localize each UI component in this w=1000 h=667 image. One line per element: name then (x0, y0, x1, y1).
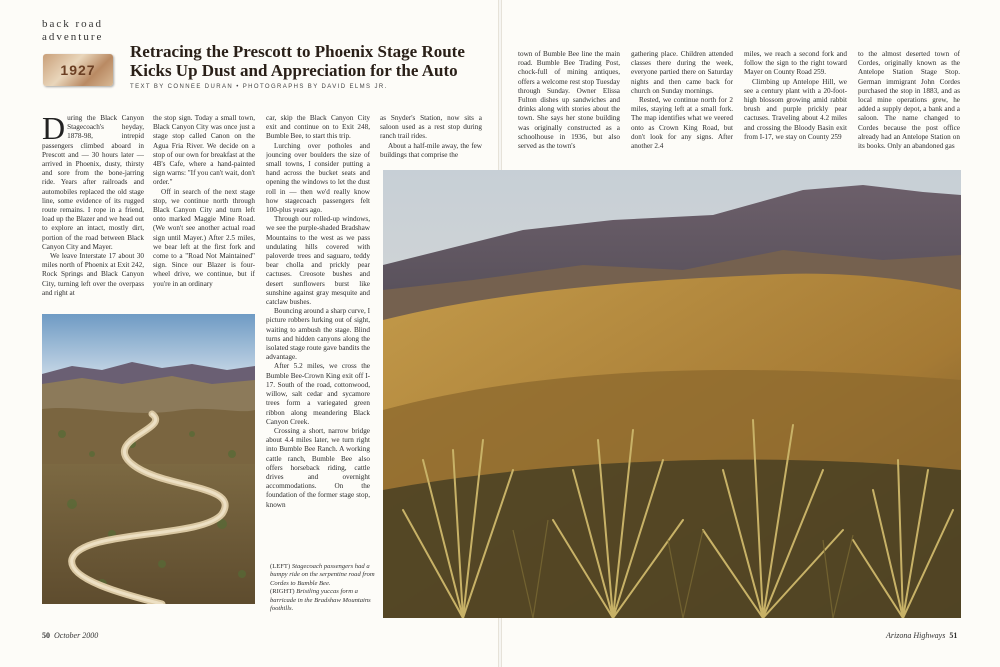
folio-right (886, 631, 957, 640)
caption-left (270, 563, 380, 588)
folio-left (42, 631, 98, 640)
text-column-3 (266, 114, 370, 560)
text-column-7 (744, 50, 847, 166)
paragraph: Off in search of the next stage stop, we continue north through Black Canyon City and turn left onto marked Maggie Mine Road. (We won't see another actual road sign until Mayer.) After 2.5 miles, we bear left at the first fork and come to a "Road Not Maintained" sign. Since our Blazer is four-wheel drive, we continue, but if you're in an ordinary (153, 187, 255, 288)
paragraph: After 5.2 miles, we cross the Bumble Bee-Crown King exit off I-17. South of the road, cottonwood, willow, salt cedar and sycamore trees form a variegated green ribbon along meandering Black Canyon Creek. (266, 362, 370, 426)
title-line-1: Retracing the Prescott to Phoenix Stage Route (130, 42, 465, 61)
paragraph: Lurching over potholes and jouncing over boulders the size of small towns, I consider putting a hand across the bucket seats and opening the windows to let the dust roll in — then we'd really know how stagecoach passengers felt 100-plus years ago. (266, 141, 370, 215)
photo-yuccas-mountains (383, 170, 961, 618)
paragraph: Bouncing around a sharp curve, I picture robbers lurking out of sight, waiting to ambush the stage. Blind turns and hidden canyons along the isolated stage route gave bandits the advantage. (266, 307, 370, 362)
paragraph: Climbing up Antelope Hill, we see a century plant with a 20-foot-high blossom growing amid rabbit brush and purple prickly pear cactuses. Traveling about 4.2 miles and crossing the Bloody Basin exit from I-17, we stay on County 259 (744, 77, 847, 141)
section-kicker (42, 18, 103, 44)
caption-left-tag: (LEFT) (270, 563, 291, 570)
paragraph: Through our rolled-up windows, we see the purple-shaded Bradshaw Mountains to the west as we pass undulating hills covered with paloverde trees and saguaro, teddy bear cholla and prickly pear cactuses. Creosote bushes and desert sunflowers burst like sunshine against gray mesquite and catclaw bushes. (266, 215, 370, 307)
paragraph: miles, we reach a second fork and follow the sign to the right toward Mayer on County Road 259. (744, 50, 847, 77)
license-plate-text: 1927 (60, 62, 96, 78)
caption-right-tag: (RIGHT) (270, 588, 295, 596)
paragraph: the stop sign. Today a small town, Black Canyon City was once just a stage stop called Canon on the Agua Fria River. We decide on a stop of our own for breakfast at the 4B's Cafe, where a hand-painted sign warns: "If you can't wait, don't order." (153, 114, 255, 187)
page-number-right: 51 (949, 631, 958, 640)
caption-left-text: Stagecoach passengers had a bumpy ride on the serpentine road from Cordes to Bumble Bee. (270, 563, 375, 587)
paragraph-text: uring the Black Canyon Stagecoach's heyday, 1878-98, intrepid passengers climbed aboard in Prescott and — 30 hours later — arrived in Phoenix, dusty, thirsty and sore from the bone-jarring ride. Years after railroads and automobiles replaced the old stage line, some evidence of its rugged route remains. I rope in a friend, load up the Blazer and we head out to explore an intact, mostly dirt, portion of the road between Black Canyon City and Mayer. (42, 114, 144, 251)
text-column-5 (518, 50, 620, 166)
paragraph: to the almost deserted town of Cordes, originally known as the Antelope Station Stage Stop. German immigrant John Cordes purchased the stop in 1883, and as local mine operations grew, he added a supply depot, a bank and a saloon. The name changed to Cordes because the post office already had an Antelope Station on its books. Only an abandoned gas (858, 50, 960, 151)
road-photo-illustration (42, 314, 255, 604)
paragraph: car, skip the Black Canyon City exit and continue on to Exit 248, Bumble Bee, to start this trip. (266, 114, 370, 141)
text-column-2 (153, 114, 255, 310)
article-title (130, 42, 490, 80)
caption-right (270, 588, 380, 613)
text-column-4 (380, 114, 482, 166)
caption-right-text: Bristling yuccas form a barricade in the Bradshaw Mountains foothills. (270, 588, 371, 613)
page-number-left: 50 (42, 631, 50, 640)
yucca-photo-illustration (383, 170, 961, 618)
license-plate-image (43, 54, 113, 86)
photo-serpentine-road (42, 314, 255, 604)
paragraph: We leave Interstate 17 about 30 miles north of Phoenix at Exit 242, Rock Springs and Black Canyon City, turning left over the overpass and right at (42, 252, 144, 297)
text-column-8 (858, 50, 960, 166)
byline: TEXT BY CONNEE DURAN • PHOTOGRAPHS BY DAVID ELMS JR. (130, 84, 388, 90)
text-column-6 (631, 50, 733, 166)
title-line-2: Kicks Up Dust and Appreciation for the Auto (130, 61, 458, 80)
paragraph: town of Bumble Bee line the main road. Bumble Bee Trading Post, chock-full of mining antiques, offers a welcome rest stop Tuesday through Sunday. Owner Elissa Fulton dishes up sandwiches and drinks along with stories about the town. She says her stone building was originally constructed as a schoolhouse in 1936, but also served as the town's (518, 50, 620, 151)
issue-date: October 2000 (54, 631, 99, 640)
kicker-line-2: adventure (42, 31, 104, 43)
paragraph: Rested, we continue north for 2 miles, staying left at a small fork. The map identifies what we veered onto as Crown King Road, but don't look for any signs. After another 2.4 (631, 96, 733, 151)
drop-cap: D (42, 114, 66, 146)
photo-caption (270, 563, 380, 613)
paragraph: About a half-mile away, the few buildings that comprise the (380, 141, 482, 159)
paragraph: Crossing a short, narrow bridge about 4.4 miles later, we turn right into Bumble Bee Ranch. A working cattle ranch, Bumble Bee also offers horseback riding, cattle drives and overnight accommodations. On the foundation of the former stage stop, known (266, 426, 370, 509)
paragraph (42, 114, 144, 252)
paragraph: as Snyder's Station, now sits a saloon used as a rest stop during ranch trail rides. (380, 114, 482, 141)
magazine-name: Arizona Highways (886, 631, 946, 640)
kicker-line-1: back road (42, 18, 104, 30)
paragraph: gathering place. Children attended classes there during the week, everyone partied there on Saturday nights and then came back for church on Sunday mornings. (631, 50, 733, 95)
text-column-1 (42, 114, 144, 310)
